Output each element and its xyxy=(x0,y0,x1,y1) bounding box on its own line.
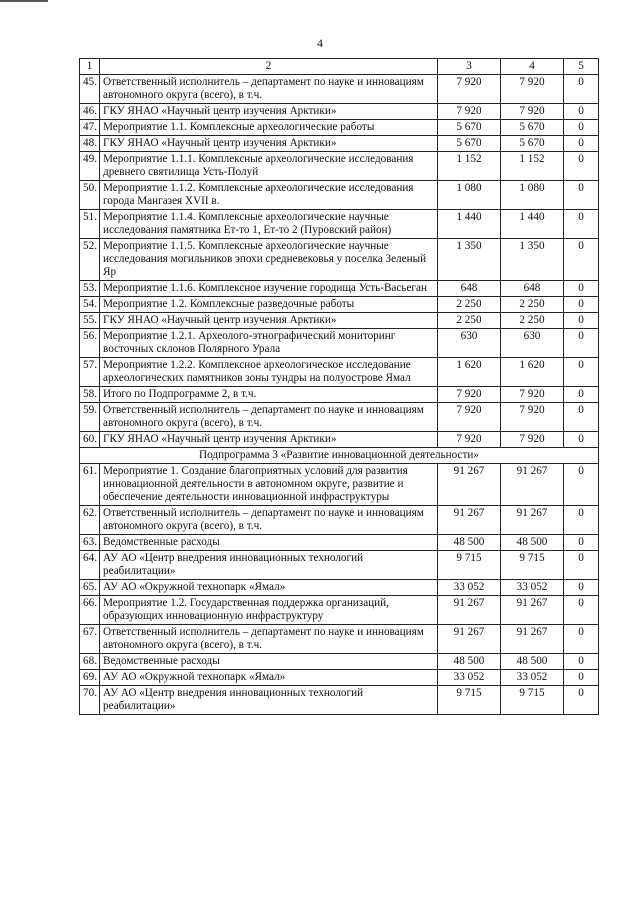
row-number: 46. xyxy=(80,104,100,120)
row-description: Мероприятие 1.1. Комплексные археологические работы xyxy=(100,120,438,136)
value-col-4: 1 080 xyxy=(501,181,564,210)
row-number: 69. xyxy=(80,670,100,686)
value-col-5: 0 xyxy=(564,281,599,297)
value-col-5: 0 xyxy=(564,551,599,580)
value-col-3: 648 xyxy=(438,281,501,297)
table-row xyxy=(80,403,599,432)
row-description: ГКУ ЯНАО «Научный центр изучения Арктики» xyxy=(100,104,438,120)
row-description: Мероприятие 1.2. Комплексные разведочные работы xyxy=(100,297,438,313)
table-row xyxy=(80,535,599,551)
row-description: Ведомственные расходы xyxy=(100,654,438,670)
value-col-3: 91 267 xyxy=(438,625,501,654)
value-col-5: 0 xyxy=(564,506,599,535)
value-col-4: 1 152 xyxy=(501,152,564,181)
table-row xyxy=(80,387,599,403)
value-col-4: 91 267 xyxy=(501,625,564,654)
table-row xyxy=(80,210,599,239)
value-col-5: 0 xyxy=(564,403,599,432)
section-row xyxy=(80,448,599,464)
row-number: 58. xyxy=(80,387,100,403)
section-title: Подпрограмма 3 «Развитие инновационной деятельности» xyxy=(80,448,599,464)
value-col-3: 48 500 xyxy=(438,654,501,670)
table-row xyxy=(80,506,599,535)
row-number: 49. xyxy=(80,152,100,181)
row-number: 60. xyxy=(80,432,100,448)
value-col-4: 648 xyxy=(501,281,564,297)
row-description: Ответственный исполнитель – департамент по науке и инновациям автономного округа (всего), в т.ч. xyxy=(100,625,438,654)
value-col-5: 0 xyxy=(564,596,599,625)
value-col-4: 7 920 xyxy=(501,432,564,448)
value-col-5: 0 xyxy=(564,152,599,181)
row-number: 65. xyxy=(80,580,100,596)
table-row xyxy=(80,181,599,210)
value-col-5: 0 xyxy=(564,387,599,403)
row-number: 61. xyxy=(80,464,100,506)
value-col-4: 91 267 xyxy=(501,596,564,625)
table-row xyxy=(80,329,599,358)
value-col-4: 630 xyxy=(501,329,564,358)
value-col-4: 7 920 xyxy=(501,403,564,432)
value-col-4: 5 670 xyxy=(501,120,564,136)
row-number: 62. xyxy=(80,506,100,535)
row-description: Мероприятие 1.2.2. Комплексное археологическое исследование археологических памятников зоны тундры на полуострове Ямал xyxy=(100,358,438,387)
table-row xyxy=(80,297,599,313)
row-number: 51. xyxy=(80,210,100,239)
value-col-3: 33 052 xyxy=(438,580,501,596)
row-number: 59. xyxy=(80,403,100,432)
value-col-5: 0 xyxy=(564,313,599,329)
table-header-row xyxy=(80,59,599,75)
value-col-4: 48 500 xyxy=(501,654,564,670)
table-row xyxy=(80,136,599,152)
row-description: Мероприятие 1.2.1. Археолого-этнографический мониторинг восточных склонов Полярного Урала xyxy=(100,329,438,358)
value-col-3: 2 250 xyxy=(438,313,501,329)
value-col-3: 9 715 xyxy=(438,551,501,580)
value-col-5: 0 xyxy=(564,210,599,239)
value-col-4: 91 267 xyxy=(501,506,564,535)
row-number: 70. xyxy=(80,686,100,715)
row-number: 47. xyxy=(80,120,100,136)
value-col-3: 7 920 xyxy=(438,387,501,403)
table-row xyxy=(80,580,599,596)
table-row xyxy=(80,358,599,387)
value-col-3: 48 500 xyxy=(438,535,501,551)
row-number: 53. xyxy=(80,281,100,297)
row-description: ГКУ ЯНАО «Научный центр изучения Арктики» xyxy=(100,432,438,448)
row-description: Ведомственные расходы xyxy=(100,535,438,551)
table-row xyxy=(80,432,599,448)
value-col-4: 1 620 xyxy=(501,358,564,387)
value-col-3: 7 920 xyxy=(438,403,501,432)
header-col-2: 2 xyxy=(100,59,438,75)
table-row xyxy=(80,670,599,686)
value-col-5: 0 xyxy=(564,358,599,387)
value-col-4: 1 350 xyxy=(501,239,564,281)
row-description: АУ АО «Центр внедрения инновационных технологий реабилитации» xyxy=(100,551,438,580)
row-description: Мероприятие 1. Создание благоприятных условий для развития инновационной деятельности в автономном округе, развитие и обеспечение деятельности инновационной инфраструктуры xyxy=(100,464,438,506)
row-number: 66. xyxy=(80,596,100,625)
value-col-5: 0 xyxy=(564,535,599,551)
table-row xyxy=(80,686,599,715)
row-number: 57. xyxy=(80,358,100,387)
value-col-3: 7 920 xyxy=(438,104,501,120)
row-description: Мероприятие 1.2. Государственная поддержка организаций, образующих инновационную инфраструктуру xyxy=(100,596,438,625)
value-col-3: 7 920 xyxy=(438,75,501,104)
top-edge-line xyxy=(0,0,48,2)
row-description: АУ АО «Окружной технопарк «Ямал» xyxy=(100,670,438,686)
row-description: Мероприятие 1.1.1. Комплексные археологические исследования древнего святилища Усть-Полуй xyxy=(100,152,438,181)
row-number: 55. xyxy=(80,313,100,329)
value-col-5: 0 xyxy=(564,464,599,506)
value-col-4: 2 250 xyxy=(501,313,564,329)
header-col-4: 4 xyxy=(501,59,564,75)
value-col-3: 5 670 xyxy=(438,136,501,152)
row-number: 52. xyxy=(80,239,100,281)
value-col-5: 0 xyxy=(564,120,599,136)
value-col-4: 1 440 xyxy=(501,210,564,239)
value-col-4: 2 250 xyxy=(501,297,564,313)
row-number: 54. xyxy=(80,297,100,313)
value-col-5: 0 xyxy=(564,329,599,358)
value-col-3: 33 052 xyxy=(438,670,501,686)
value-col-5: 0 xyxy=(564,239,599,281)
table-row xyxy=(80,596,599,625)
value-col-5: 0 xyxy=(564,625,599,654)
table-row xyxy=(80,75,599,104)
value-col-4: 33 052 xyxy=(501,670,564,686)
header-col-5: 5 xyxy=(564,59,599,75)
row-number: 64. xyxy=(80,551,100,580)
budget-table xyxy=(79,58,599,715)
table-row xyxy=(80,654,599,670)
row-description: Ответственный исполнитель – департамент по науке и инновациям автономного округа (всего), в т.ч. xyxy=(100,75,438,104)
header-col-3: 3 xyxy=(438,59,501,75)
table-row xyxy=(80,152,599,181)
value-col-3: 1 440 xyxy=(438,210,501,239)
value-col-3: 7 920 xyxy=(438,432,501,448)
value-col-4: 7 920 xyxy=(501,387,564,403)
value-col-3: 1 080 xyxy=(438,181,501,210)
row-description: ГКУ ЯНАО «Научный центр изучения Арктики» xyxy=(100,313,438,329)
row-description: Мероприятие 1.1.5. Комплексные археологические научные исследования могильников эпохи средневековья у поселка Зеленый Яр xyxy=(100,239,438,281)
row-number: 48. xyxy=(80,136,100,152)
value-col-5: 0 xyxy=(564,75,599,104)
value-col-5: 0 xyxy=(564,181,599,210)
table-row xyxy=(80,551,599,580)
row-description: Итого по Подпрограмме 2, в т.ч. xyxy=(100,387,438,403)
value-col-3: 1 152 xyxy=(438,152,501,181)
value-col-3: 1 350 xyxy=(438,239,501,281)
value-col-3: 630 xyxy=(438,329,501,358)
table-row xyxy=(80,120,599,136)
value-col-3: 91 267 xyxy=(438,596,501,625)
row-description: АУ АО «Центр внедрения инновационных технологий реабилитации» xyxy=(100,686,438,715)
table-row xyxy=(80,239,599,281)
table-row xyxy=(80,313,599,329)
row-description: АУ АО «Окружной технопарк «Ямал» xyxy=(100,580,438,596)
row-description: Мероприятие 1.1.4. Комплексные археологические научные исследования памятника Ет-то 1, Ет-то 2 (Пуровский район) xyxy=(100,210,438,239)
value-col-3: 5 670 xyxy=(438,120,501,136)
value-col-4: 91 267 xyxy=(501,464,564,506)
value-col-3: 1 620 xyxy=(438,358,501,387)
value-col-3: 91 267 xyxy=(438,506,501,535)
header-col-1: 1 xyxy=(80,59,100,75)
row-number: 45. xyxy=(80,75,100,104)
value-col-4: 7 920 xyxy=(501,104,564,120)
value-col-5: 0 xyxy=(564,686,599,715)
value-col-5: 0 xyxy=(564,580,599,596)
row-number: 56. xyxy=(80,329,100,358)
row-description: Мероприятие 1.1.6. Комплексное изучение городища Усть-Васьеган xyxy=(100,281,438,297)
value-col-5: 0 xyxy=(564,670,599,686)
row-number: 68. xyxy=(80,654,100,670)
table-row xyxy=(80,104,599,120)
value-col-4: 9 715 xyxy=(501,551,564,580)
row-number: 63. xyxy=(80,535,100,551)
page-number: 4 xyxy=(317,36,323,50)
row-description: Ответственный исполнитель – департамент по науке и инновациям автономного округа (всего), в т.ч. xyxy=(100,403,438,432)
value-col-4: 5 670 xyxy=(501,136,564,152)
value-col-5: 0 xyxy=(564,297,599,313)
table-row xyxy=(80,464,599,506)
row-description: Ответственный исполнитель – департамент по науке и инновациям автономного округа (всего), в т.ч. xyxy=(100,506,438,535)
value-col-4: 9 715 xyxy=(501,686,564,715)
value-col-4: 48 500 xyxy=(501,535,564,551)
value-col-5: 0 xyxy=(564,654,599,670)
value-col-3: 91 267 xyxy=(438,464,501,506)
value-col-4: 7 920 xyxy=(501,75,564,104)
row-number: 67. xyxy=(80,625,100,654)
row-number: 50. xyxy=(80,181,100,210)
value-col-3: 2 250 xyxy=(438,297,501,313)
value-col-4: 33 052 xyxy=(501,580,564,596)
value-col-3: 9 715 xyxy=(438,686,501,715)
table-row xyxy=(80,625,599,654)
table-row xyxy=(80,281,599,297)
row-description: ГКУ ЯНАО «Научный центр изучения Арктики» xyxy=(100,136,438,152)
row-description: Мероприятие 1.1.2. Комплексные археологические исследования города Мангазея XVII в. xyxy=(100,181,438,210)
value-col-5: 0 xyxy=(564,432,599,448)
value-col-5: 0 xyxy=(564,104,599,120)
value-col-5: 0 xyxy=(564,136,599,152)
